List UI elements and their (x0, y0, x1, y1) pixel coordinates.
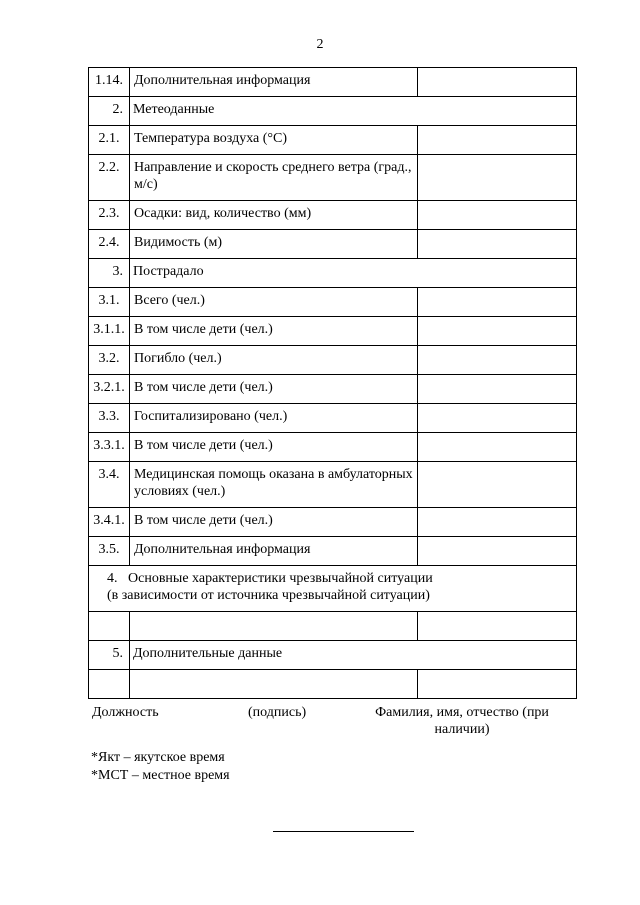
row-number: 2.4. (89, 230, 130, 259)
empty-cell[interactable] (89, 612, 130, 641)
table-row (89, 201, 577, 230)
section-number: 2. (89, 97, 130, 126)
section-row (89, 641, 577, 670)
section-5-label: Дополнительные данные (130, 641, 577, 670)
row-label: В том числе дети (чел.) (130, 433, 418, 462)
row-label: Дополнительная информация (130, 68, 418, 97)
row-label: В том числе дети (чел.) (130, 375, 418, 404)
row-label: В том числе дети (чел.) (130, 508, 418, 537)
row-label: Направление и скорость среднего ветра (град., м/с) (130, 155, 418, 201)
table-row (89, 462, 577, 508)
value-cell[interactable] (418, 155, 577, 201)
section-4-label-line1: Основные характеристики чрезвычайной ситуации (128, 571, 433, 586)
value-cell[interactable] (418, 404, 577, 433)
section-row (89, 566, 577, 612)
row-number: 3.4.1. (89, 508, 130, 537)
table-row (89, 126, 577, 155)
value-cell[interactable] (418, 230, 577, 259)
row-number: 3.4. (89, 462, 130, 508)
value-cell[interactable] (418, 375, 577, 404)
row-number: 2.3. (89, 201, 130, 230)
section-number: 3. (89, 259, 130, 288)
table-row (89, 375, 577, 404)
table-row (89, 404, 577, 433)
row-label: В том числе дети (чел.) (130, 317, 418, 346)
empty-row (89, 612, 577, 641)
section-label: Пострадало (130, 259, 577, 288)
row-number: 3.2.1. (89, 375, 130, 404)
report-form-body (89, 68, 577, 699)
value-cell[interactable] (418, 126, 577, 155)
signature-signature-label: (подпись) (248, 705, 307, 720)
row-label: Дополнительная информация (130, 537, 418, 566)
signature-full-name-label: Фамилия, имя, отчество (при наличии) (375, 705, 549, 737)
row-number: 3.1. (89, 288, 130, 317)
section-4-number: 4. (107, 571, 118, 586)
row-label: Госпитализировано (чел.) (130, 404, 418, 433)
value-cell[interactable] (418, 288, 577, 317)
empty-cell[interactable] (130, 612, 418, 641)
table-row (89, 508, 577, 537)
footnote-yakt: *Якт – якутское время (91, 750, 225, 765)
row-label: Погибло (чел.) (130, 346, 418, 375)
table-row (89, 155, 577, 201)
table-row (89, 346, 577, 375)
value-cell[interactable] (418, 508, 577, 537)
row-label: Видимость (м) (130, 230, 418, 259)
value-cell[interactable] (418, 346, 577, 375)
footnotes (91, 749, 230, 785)
empty-cell[interactable] (130, 670, 418, 699)
row-number: 3.3.1. (89, 433, 130, 462)
table-row (89, 317, 577, 346)
value-cell[interactable] (418, 317, 577, 346)
signature-block (92, 704, 562, 738)
empty-row (89, 670, 577, 699)
end-rule (273, 831, 414, 832)
section-row (89, 259, 577, 288)
row-number: 2.1. (89, 126, 130, 155)
row-label: Всего (чел.) (130, 288, 418, 317)
value-cell[interactable] (418, 462, 577, 508)
row-number: 3.1.1. (89, 317, 130, 346)
table-row (89, 433, 577, 462)
empty-cell[interactable] (418, 612, 577, 641)
row-number: 3.5. (89, 537, 130, 566)
section-5-number: 5. (89, 641, 130, 670)
empty-cell[interactable] (418, 670, 577, 699)
table-row (89, 537, 577, 566)
row-number: 1.14. (89, 68, 130, 97)
section-4-heading (89, 566, 577, 612)
footnote-mst: *МСТ – местное время (91, 768, 230, 783)
report-form-table (88, 67, 577, 699)
table-row (89, 288, 577, 317)
page-number: 2 (316, 37, 324, 52)
value-cell[interactable] (418, 68, 577, 97)
row-number: 3.3. (89, 404, 130, 433)
section-4-label-line2: (в зависимости от источника чрезвычайной ситуации) (107, 588, 430, 603)
row-number: 3.2. (89, 346, 130, 375)
section-row (89, 97, 577, 126)
value-cell[interactable] (418, 537, 577, 566)
table-row (89, 68, 577, 97)
value-cell[interactable] (418, 201, 577, 230)
row-label: Медицинская помощь оказана в амбулаторных условиях (чел.) (130, 462, 418, 508)
value-cell[interactable] (418, 433, 577, 462)
row-label: Осадки: вид, количество (мм) (130, 201, 418, 230)
table-row (89, 230, 577, 259)
row-number: 2.2. (89, 155, 130, 201)
empty-cell[interactable] (89, 670, 130, 699)
signature-position-label: Должность (92, 705, 159, 720)
row-label: Температура воздуха (°С) (130, 126, 418, 155)
section-label: Метеоданные (130, 97, 577, 126)
